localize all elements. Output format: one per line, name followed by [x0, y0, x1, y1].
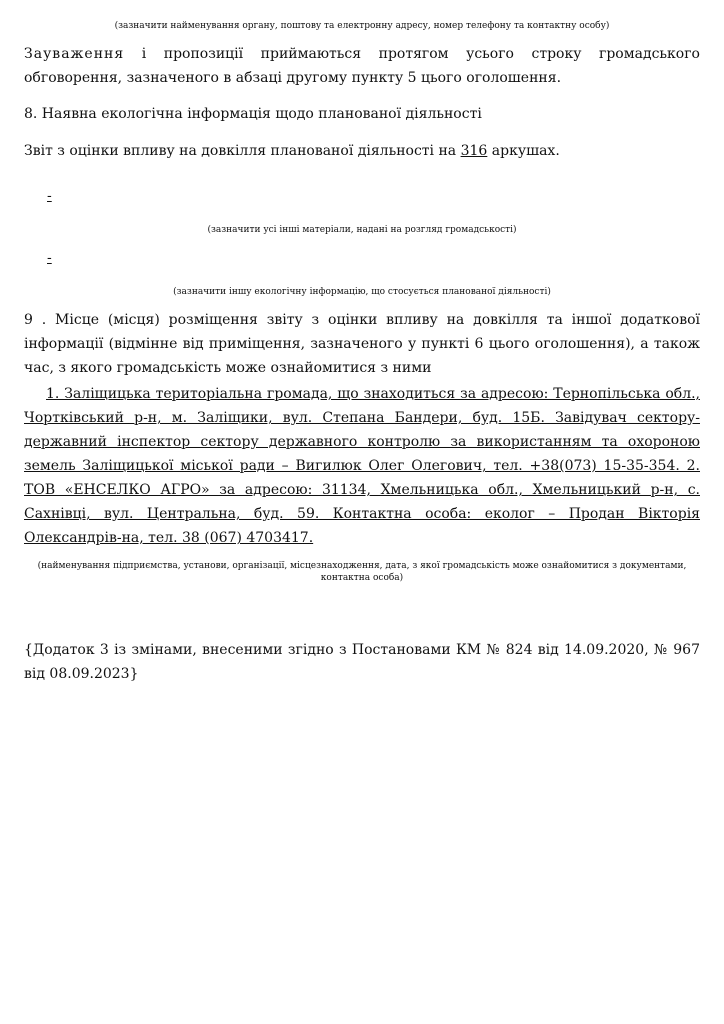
remarks-paragraph [24, 42, 700, 90]
section-8-title: 8. Наявна екологічна інформація щодо планованої діяльності [24, 106, 482, 122]
place-info-note: (найменування підприємства, установи, організації, місцезнаходження, дата, з якої громадськість може ознайомитися з документами, контактна особа) [37, 561, 687, 583]
report-paragraph [24, 139, 700, 163]
report-prefix: Звіт з оцінки впливу на довкілля планованої діяльності на [24, 143, 461, 159]
other-eco-info-note: (зазначити іншу екологічну інформацію, що стосується планованої діяльності) [173, 287, 551, 297]
remarks-lead-word: Зауваження [24, 46, 125, 62]
section-9-title: 9 . Місце (місця) розміщення звіту з оцінки впливу на довкілля та іншої додаткової інформації (відмінне від приміщення, зазначеного у пункті 6 цього оголошення), а також час, з якого громадськість може ознайомитися з ними [24, 312, 700, 376]
amendment-note: {Додаток 3 із змінами, внесеними згідно з Постановами КМ № 824 від 14.09.2020, № 967 від 08.09.2023} [24, 642, 700, 682]
remarks-text: і пропозиції приймаються протягом усього строку громадського обговорення, зазначеного в абзаці другому пункту 5 цього оголошення. [24, 46, 700, 86]
report-suffix: аркушах. [487, 143, 560, 159]
other-materials-note: (зазначити усі інші матеріали, надані на розгляд громадськості) [207, 225, 517, 235]
other-eco-info-value: - [47, 250, 52, 266]
report-pages: 316 [460, 143, 488, 159]
section-9-places: 1. Заліщицька територіальна громада, що знаходиться за адресою: Тернопільська обл., Чортківський р-н, м. Заліщики, вул. Степана Бандери, буд. 15Б. Завідувач сектору-державний інспектор сектору державного контролю за використанням та охороною земель Заліщицької міської ради – Вигилюк Олег Олегович, тел. +38(073) 15-35-354. 2. ТОВ «ЕНСЕЛКО АГРО» за адресою: 31134, Хмельницька обл., Хмельницький р-н, с. Сахнівці, вул. Центральна, буд. 59. Контактна особа: еколог – Продан Вікторія Олександрів-на, тел. 38 (067) 4703417. [24, 386, 700, 546]
authority-contact-note: (зазначити найменування органу, поштову та електронну адресу, номер телефону та контактну особу) [114, 21, 610, 31]
other-materials-value: - [47, 188, 52, 204]
